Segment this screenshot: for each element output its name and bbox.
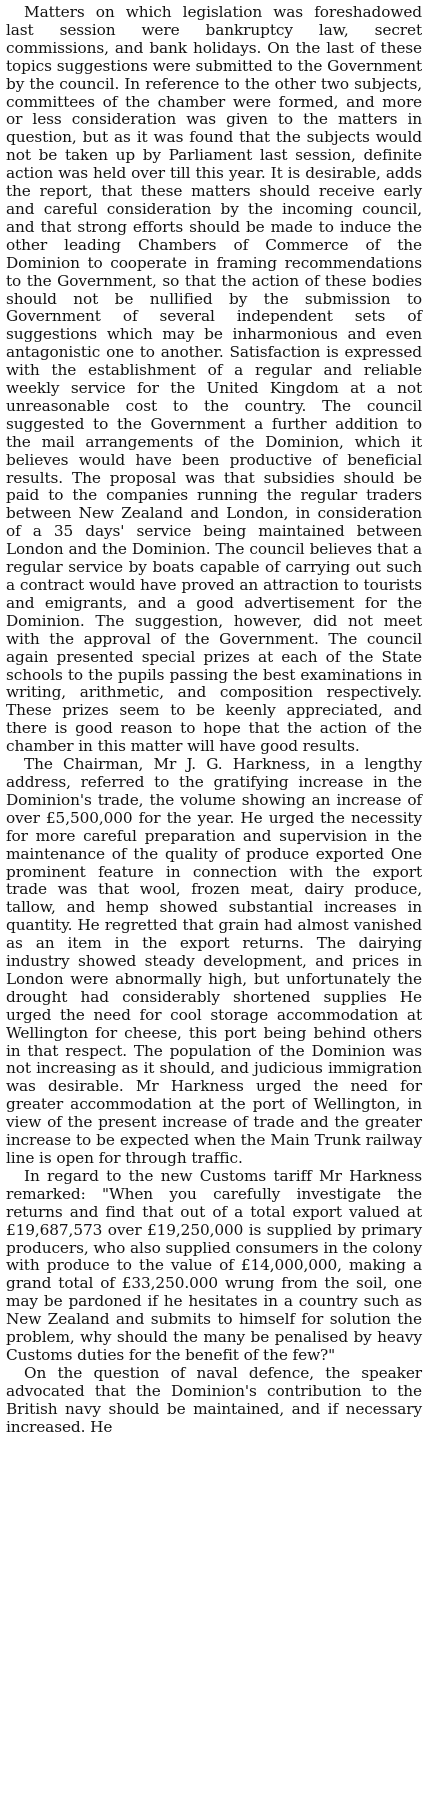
paragraph-customs-tariff: In regard to the new Customs tariff Mr Harkness remarked: "When you carefully investigate the returns and find that out of a total export valued at £19,687,573 over £19,250,000 is supplied by primary producers, who also supplied consumers in the colony with produce to the value of £14,000,000, making a grand total of £33,250.000 wrung from the soil, one may be pardoned if he hesitates in a country such as New Zealand and submits to himself for solution the problem, why should the many be penalised by heavy Customs duties for the benefit of the few?" — [6, 1166, 422, 1364]
paragraph-legislation-report: Matters on which legislation was foreshadowed last session were bankruptcy law, secret commissions, and bank holidays. On the last of these topics suggestions were submitted to the Government by the council. In reference to the other two subjects, committees of the chamber were formed, and more or less consideration was given to the matters in question, but as it was found that the subjects would not be taken up by Parliament last session, definite action was held over till this year. It is desirable, adds the report, that these matters should receive early and careful consideration by the incoming council, and that strong efforts should be made to induce the other leading Chambers of Commerce of the Dominion to cooperate in framing recommendations to the Government, so that the action of these bodies should not be nullified by the submission to Government of several independent sets of suggestions which may be inharmonious and even antagonistic one to another. Satisfaction is expressed with the establishment of a regular and reliable weekly service for the United Kingdom at a not unreasonable cost to the country. The council suggested to the Government a further addition to the mail arrangements of the Dominion, which it believes would have been productive of beneficial results. The proposal was that subsidies should be paid to the companies running the regular traders between New Zealand and London, in consideration of a 35 days' service being maintained between London and the Dominion. The council believes that a regular service by boats capable of carrying out such a contract would have proved an attraction to tourists and emigrants, and a good advertisement for the Dominion. The suggestion, however, did not meet with the approval of the Government. The council again presented special prizes at each of the State schools to the pupils passing the best examinations in writing, arithmetic, and composition respectively. These prizes seem to be keenly appreciated, and there is good reason to hope that the action of the chamber in this matter will have good results. — [6, 3, 422, 756]
paragraph-naval-defence: On the question of naval defence, the speaker advocated that the Dominion's contribution to the British navy should be maintained, and if necessary increased. He — [6, 1363, 422, 1436]
paragraph-chairman-address: The Chairman, Mr J. G. Harkness, in a lengthy address, referred to the gratifying increase in the Dominion's trade, the volume showing an increase of over £5,500,000 for the year. He urged the necessity for more careful preparation and supervision in the maintenance of the quality of produce exported One prominent feature in connection with the export trade was that wool, frozen meat, dairy produce, tallow, and hemp showed substantial increases in quantity. He regretted that grain had almost vanished as an item in the export returns. The dairying industry showed steady development, and prices in London were abnormally high, but unfortunately the drought had considerably shortened supplies He urged the need for cool storage accommodation at Wellington for cheese, this port being behind others in that respect. The population of the Dominion was not increasing as it should, and judicious immigration was desirable. Mr Harkness urged the need for greater accommodation at the port of Wellington, in view of the present increase of trade and the greater increase to be expected when the Main Trunk railway line is open for through traffic. — [6, 755, 422, 1167]
